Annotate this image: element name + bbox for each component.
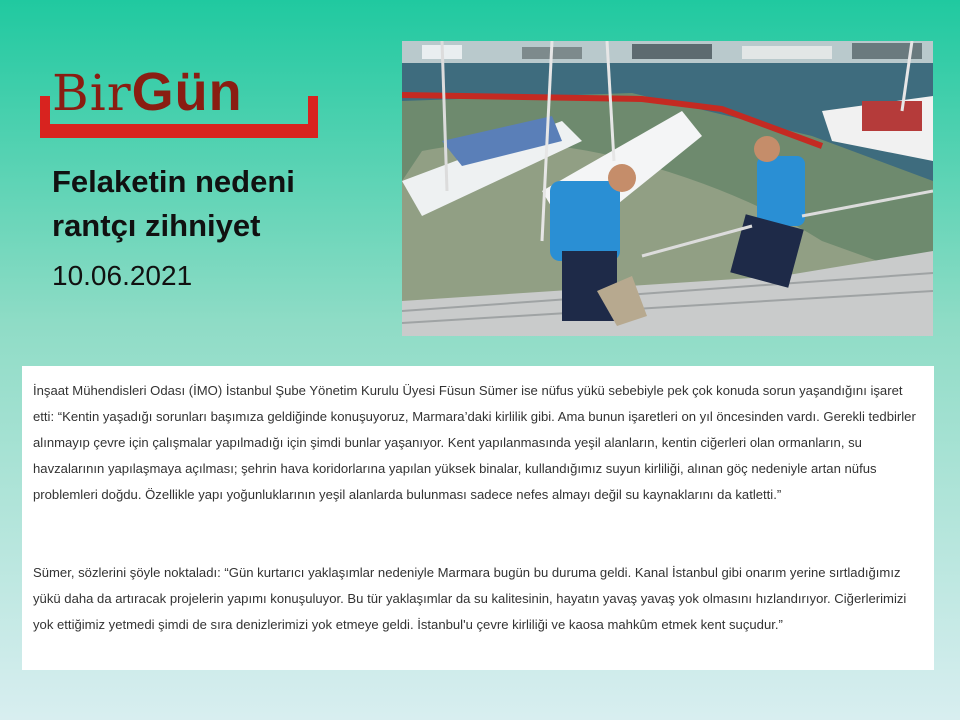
logo-frame-bottom: [40, 124, 318, 138]
news-photo: [402, 41, 933, 336]
publication-date: 10.06.2021: [52, 260, 193, 291]
headline: [52, 160, 295, 248]
birgun-logo: [40, 62, 320, 138]
logo-gun: Gün: [131, 62, 243, 122]
marina-cleanup-photo: [402, 41, 933, 336]
article-paragraph-2: Sümer, sözlerini şöyle noktaladı: “Gün kurtarıcı yaklaşımlar nedeniyle Marmara bugün bu duruma geldi. Kanal İstanbul gibi onarım yerine sırtladığımız yükü daha da artıracak projelerin yapımı konuşuluyor. Bu tür yaklaşımlar da su kalitesinin, hayatın yavaş yavaş yok olmasını hızlandırıyor. Ciğerlerimizi yok ettiğimiz yetmedi şimdi de sıra denizlerimizi yok etmeye geldi. İstanbul'u çevre kirliliği ve kaosa mahkûm etmek kent suçudur.”: [33, 565, 907, 632]
article-paragraph-1: İnşaat Mühendisleri Odası (İMO) İstanbul Şube Yönetim Kurulu Üyesi Füsun Sümer ise nüfus yükü sebebiyle pek çok konuda sorun yaşandığını işaret etti: “Kentin yaşadığı sorunları başımıza geldiğinde konuşuyoruz, Marmara’daki kirlilik gibi. Ama bunun işaretleri on yıl öncesinden vardı. Gerekli tedbirler alınmayıp çevre için çalışmalar yapılmadığı için şimdi bunlar yaşanıyor. Kent yapılanmasında yeşil alanların, kentin ciğerleri olan ormanların, su havzalarının yapılaşmaya açılması; şehrin hava koridorlarına yapılan yüksek binalar, kullandığımız suyun kirliliği, alınan göç nedeniyle artan nüfus problemleri doğdu. Özellikle yapı yoğunluklarının yeşil alanlarda bulunması sadece nefes almayı değil su kaynaklarını da katletti.”: [33, 383, 916, 502]
article-excerpt: [22, 366, 934, 670]
logo-bir: Bir: [52, 64, 132, 122]
headline-line-2: rantçı zihniyet: [52, 208, 261, 243]
headline-line-1: Felaketin nedeni: [52, 164, 295, 199]
logo-wordmark: [52, 62, 243, 123]
